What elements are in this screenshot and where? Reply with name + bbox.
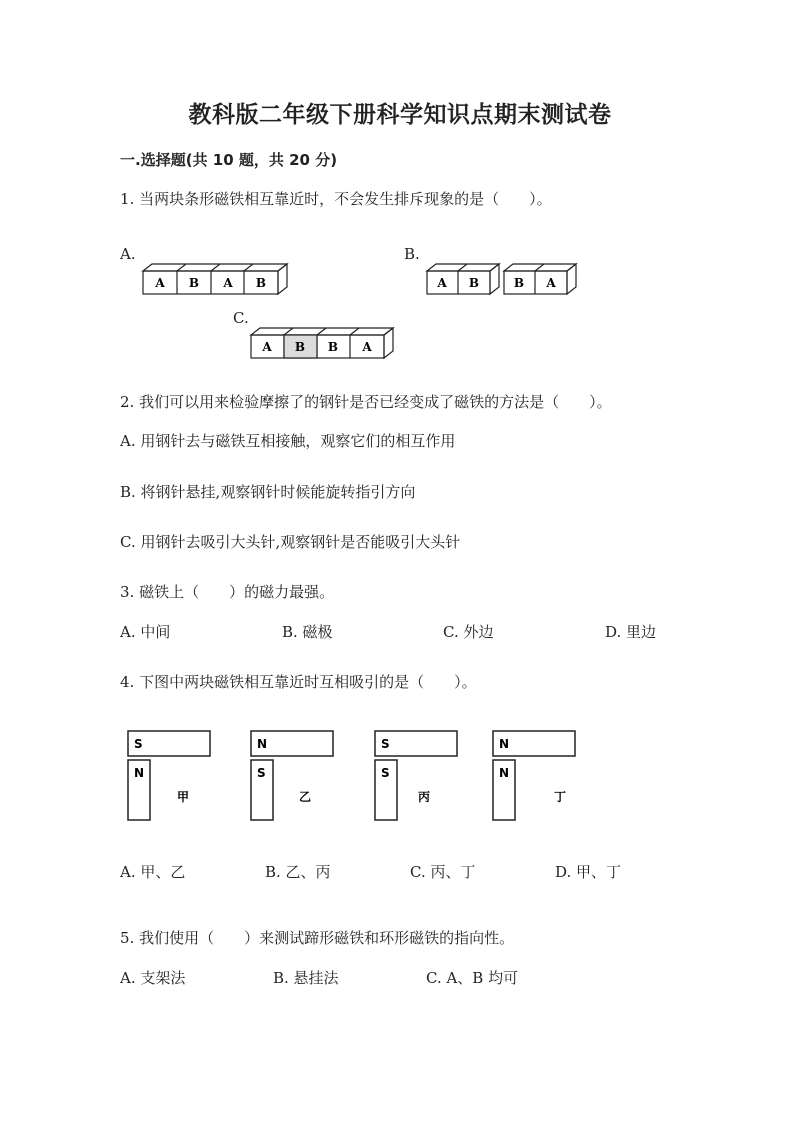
q3-option-a[interactable]: A. 中间 [120,623,171,641]
cell-a: A [262,340,272,354]
question-4: 4. 下图中两块磁铁相互靠近时互相吸引的是（ ）。 [120,673,477,691]
q2-option-a[interactable]: A. 用钢针去与磁铁互相接触，观察它们的相互作用 [120,432,456,450]
q4-option-a[interactable]: A. 甲、乙 [120,863,186,881]
fig2-top-pole: N [257,737,268,751]
q4-option-d[interactable]: D. 甲、丁 [555,863,622,881]
question-2: 2. 我们可以用来检验摩擦了的钢针是否已经变成了磁铁的方法是（ ）。 [120,393,612,411]
q5-option-a[interactable]: A. 支架法 [120,969,186,987]
fig3-top-pole: S [381,737,390,751]
q1-figure-b [424,262,582,298]
cell-a: A [437,276,447,290]
q5-option-b[interactable]: B. 悬挂法 [273,969,339,987]
fig2-label: 乙 [299,790,312,804]
cell-a: A [223,276,233,290]
fig3-label: 丙 [418,790,431,804]
q1-figure-a [140,262,292,298]
cell-b: B [468,276,480,290]
q3-option-d[interactable]: D. 里边 [605,623,657,641]
section-heading: 一.选择题(共 10 题，共 20 分) [120,151,338,169]
q1-option-c-label: C. [233,309,249,327]
cell-a: A [155,276,165,290]
cell-a: A [362,340,372,354]
fig4-top-pole: N [499,737,510,751]
cell-a: A [546,276,556,290]
fig2-bottom-pole: S [257,766,266,780]
q4-magnet-figures [125,728,585,824]
cell-b: B [327,340,339,354]
q2-option-b[interactable]: B. 将钢针悬挂,观察钢针时候能旋转指引方向 [120,483,416,501]
fig1-bottom-pole: N [134,766,145,780]
fig4-bottom-pole: N [499,766,510,780]
cell-b: B [188,276,200,290]
fig3-bottom-pole: S [381,766,390,780]
question-1: 1. 当两块条形磁铁相互靠近时，不会发生排斥现象的是（ ）。 [120,190,552,208]
q1-option-b-label: B. [404,245,420,263]
q5-option-c[interactable]: C. A、B 均可 [426,969,519,987]
cell-b: B [255,276,267,290]
q2-option-c[interactable]: C. 用钢针去吸引大头针,观察钢针是否能吸引大头针 [120,533,461,551]
question-5: 5. 我们使用（ ）来测试蹄形磁铁和环形磁铁的指向性。 [120,929,515,947]
q3-option-b[interactable]: B. 磁极 [282,623,333,641]
q3-option-c[interactable]: C. 外边 [443,623,494,641]
q1-option-a-label: A. [120,245,136,263]
question-3: 3. 磁铁上（ ）的磁力最强。 [120,583,335,601]
q4-option-c[interactable]: C. 丙、丁 [410,863,476,881]
cell-b: B [294,340,306,354]
fig4-label: 丁 [554,790,567,804]
fig1-top-pole: S [134,737,143,751]
q1-figure-c [248,326,398,362]
q4-option-b[interactable]: B. 乙、丙 [265,863,331,881]
cell-b: B [513,276,525,290]
page-title: 教科版二年级下册科学知识点期末测试卷 [188,101,612,128]
fig1-label: 甲 [177,790,190,804]
